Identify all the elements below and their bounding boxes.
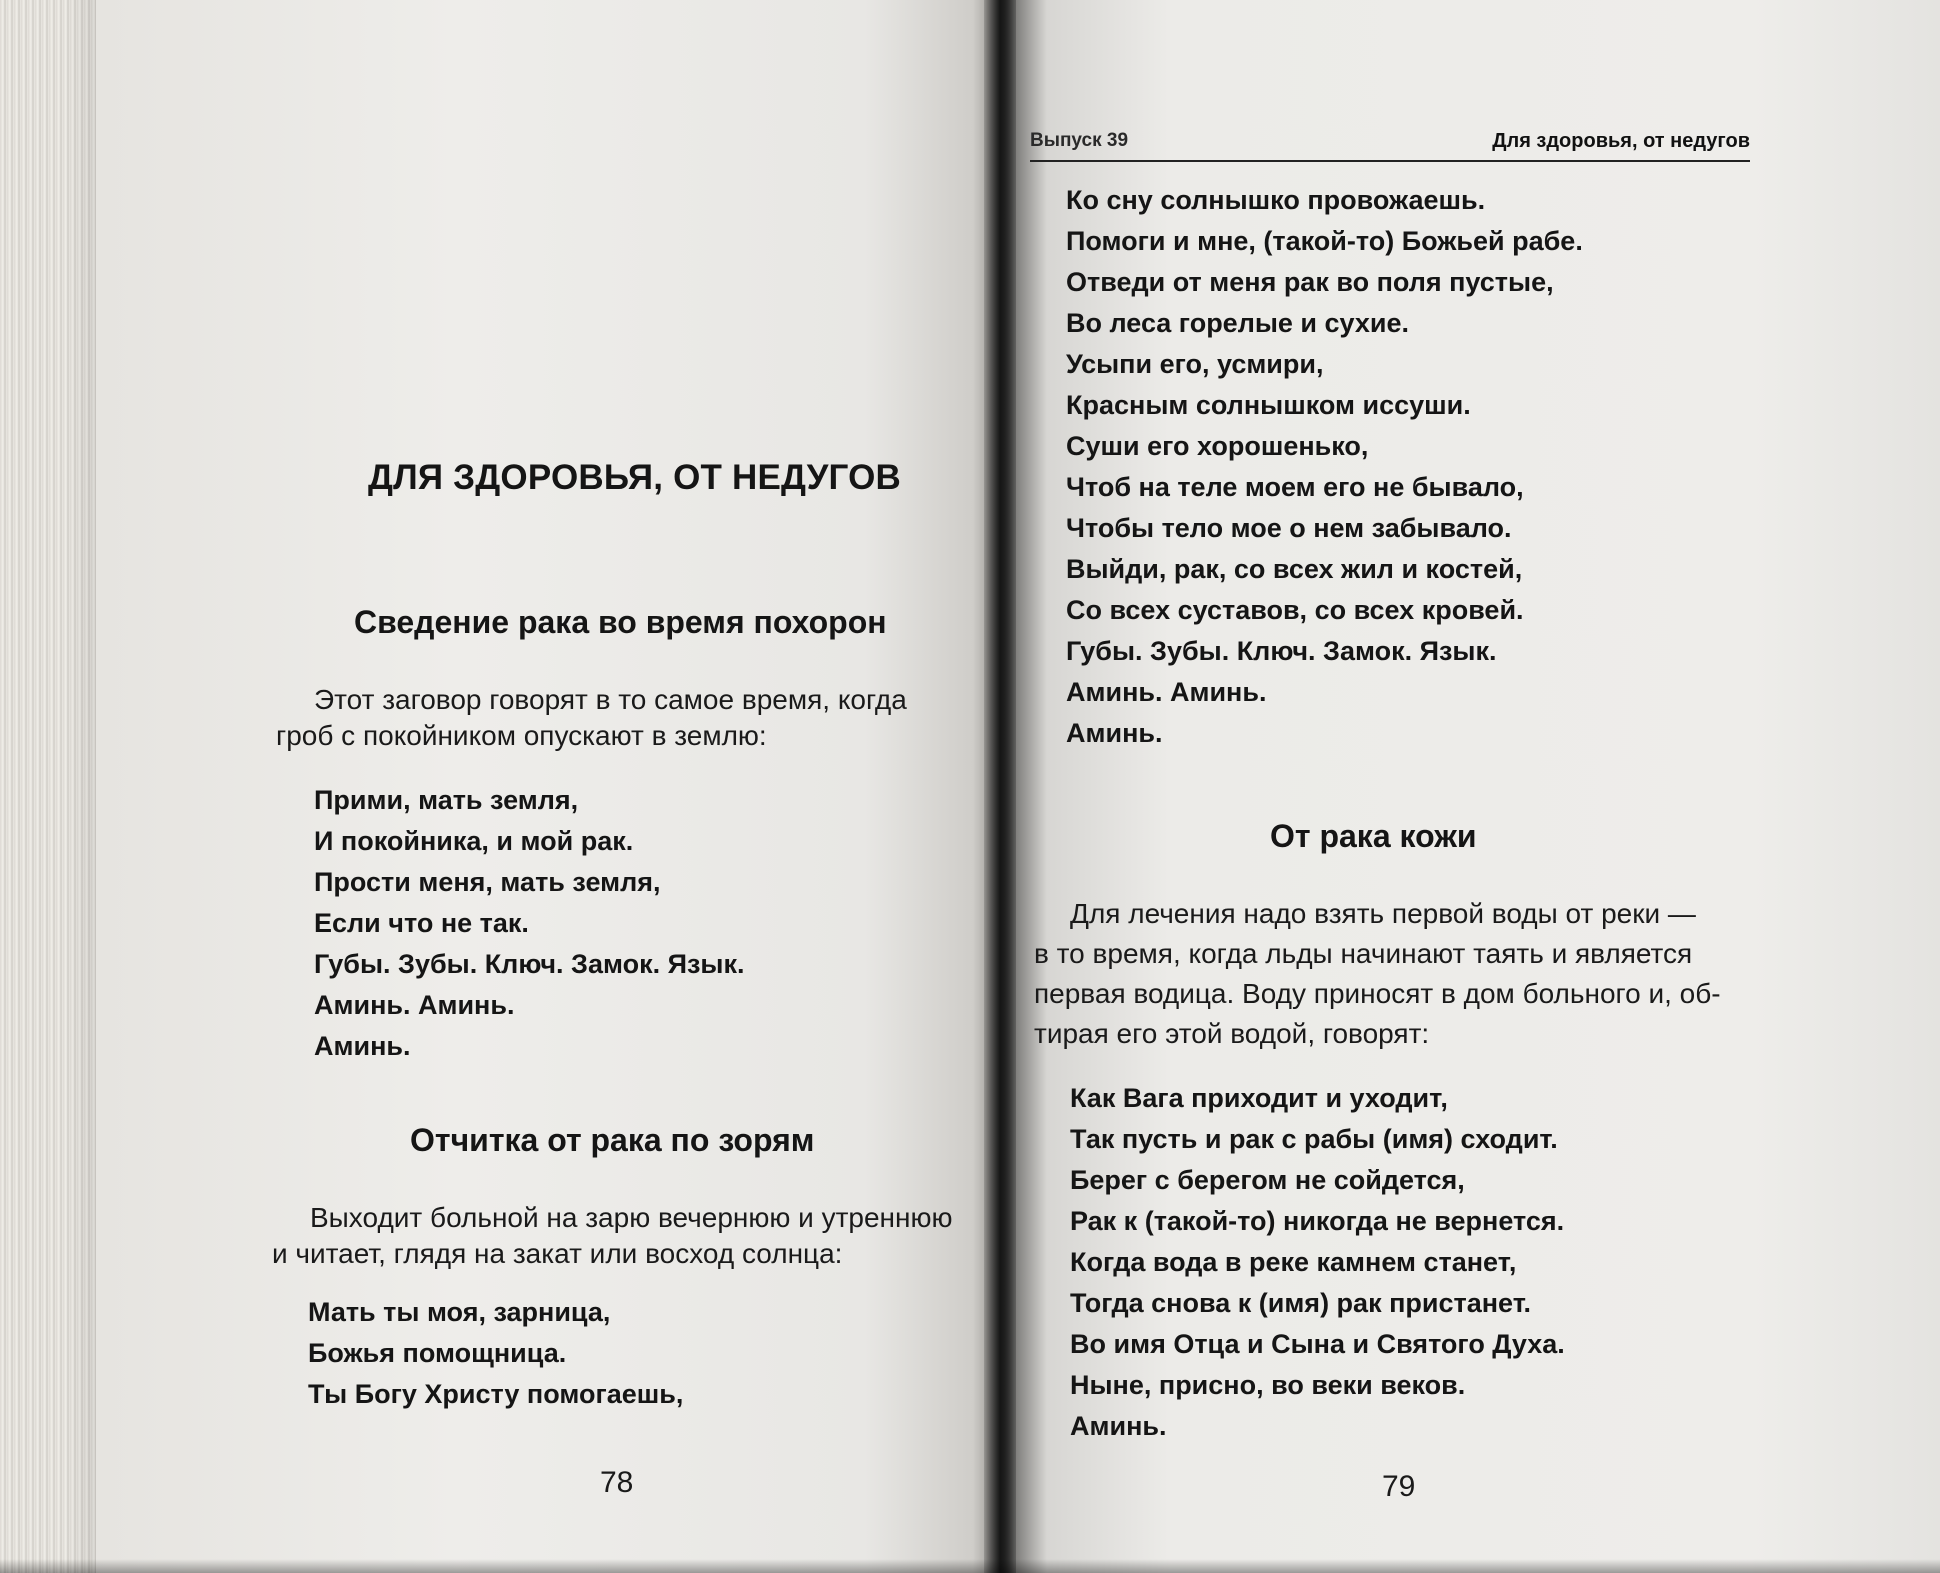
section1-intro-line2: гроб с покойником опускают в землю:	[276, 720, 767, 751]
verse-line: Аминь.	[314, 1031, 411, 1061]
verse-line: Чтобы тело мое о нем забывало.	[1066, 513, 1512, 543]
verse-line: И покойника, и мой рак.	[314, 826, 634, 856]
verse-line: Чтоб на теле моем его не бывало,	[1066, 472, 1524, 502]
verse-line: Выйди, рак, со всех жил и костей,	[1066, 554, 1523, 584]
section2-verse	[308, 1292, 683, 1415]
verse-line: Прости меня, мать земля,	[314, 867, 661, 897]
verse-line: Берег с берегом не сойдется,	[1070, 1165, 1465, 1195]
verse-line: Губы. Зубы. Ключ. Замок. Язык.	[314, 949, 745, 979]
section-title-skin: От рака кожи	[1270, 818, 1477, 854]
book-gutter	[984, 0, 1016, 1573]
verse-line: Ты Богу Христу помогаешь,	[308, 1379, 684, 1409]
verse-line: Если что не так.	[314, 908, 529, 938]
bottom-shadow	[0, 1559, 1940, 1573]
section1-verse	[314, 780, 745, 1067]
verse-line: Ко сну солнышко провожаешь.	[1066, 185, 1486, 215]
section2-intro-line1: Выходит больной на зарю вечернюю и утреннюю	[310, 1202, 953, 1233]
verse-line: Ныне, присно, во веки веков.	[1070, 1370, 1466, 1400]
running-header	[1030, 118, 1750, 162]
section3-verse	[1070, 1078, 1565, 1447]
section3-intro-line4: тирая его этой водой, говорят:	[1034, 1018, 1430, 1049]
verse-line: Аминь.	[1070, 1411, 1167, 1441]
verse-line: Губы. Зубы. Ключ. Замок. Язык.	[1066, 636, 1497, 666]
verse-line: Суши его хорошенько,	[1066, 431, 1369, 461]
verse-line: Мать ты моя, зарница,	[308, 1297, 611, 1327]
verse-line: Аминь. Аминь.	[314, 990, 515, 1020]
verse-line: Прими, мать земля,	[314, 785, 579, 815]
verse-line: Божья помощница.	[308, 1338, 567, 1368]
verse-line: Когда вода в реке камнем станет,	[1070, 1247, 1517, 1277]
verse-line: Отведи от меня рак во поля пустые,	[1066, 267, 1554, 297]
verse-line: Аминь. Аминь.	[1066, 677, 1267, 707]
verse-line: Во леса горелые и сухие.	[1066, 308, 1410, 338]
verse-line: Аминь.	[1066, 718, 1163, 748]
verse-line: Красным солнышком иссуши.	[1066, 390, 1471, 420]
header-title: Для здоровья, от недугов	[1492, 130, 1750, 152]
section1-intro-line1: Этот заговор говорят в то самое время, когда	[314, 684, 907, 715]
verse-line: Так пусть и рак с рабы (имя) сходит.	[1070, 1124, 1558, 1154]
verse-line: Рак к (такой-то) никогда не вернется.	[1070, 1206, 1565, 1236]
section-title-dawns: Отчитка от рака по зорям	[410, 1122, 815, 1158]
verse-line: Помоги и мне, (такой-то) Божьей рабе.	[1066, 226, 1583, 256]
verse-line: Как Вага приходит и уходит,	[1070, 1083, 1448, 1113]
verse-line: Тогда снова к (имя) рак пристанет.	[1070, 1288, 1532, 1318]
section3-intro-line2: в то время, когда льды начинают таять и является	[1034, 938, 1693, 969]
page-number-left: 78	[600, 1466, 634, 1499]
section-title-funeral: Сведение рака во время похорон	[354, 604, 887, 640]
verse-line: Во имя Отца и Сына и Святого Духа.	[1070, 1329, 1565, 1359]
chapter-heading: ДЛЯ ЗДОРОВЬЯ, ОТ НЕДУГОВ	[368, 458, 902, 497]
continued-verse	[1066, 180, 1583, 754]
verse-line: Со всех суставов, со всех кровей.	[1066, 595, 1524, 625]
issue-label: Выпуск 39	[1030, 130, 1129, 151]
section2-intro-line2: и читает, глядя на закат или восход солнца:	[272, 1238, 843, 1269]
section3-intro-line3: первая водица. Воду приносят в дом больного и, об-	[1034, 978, 1721, 1009]
page-stack-edge	[0, 0, 96, 1573]
verse-line: Усыпи его, усмири,	[1066, 349, 1324, 379]
section3-intro-line1: Для лечения надо взять первой воды от реки —	[1070, 898, 1696, 929]
page-number-right: 79	[1382, 1470, 1416, 1503]
